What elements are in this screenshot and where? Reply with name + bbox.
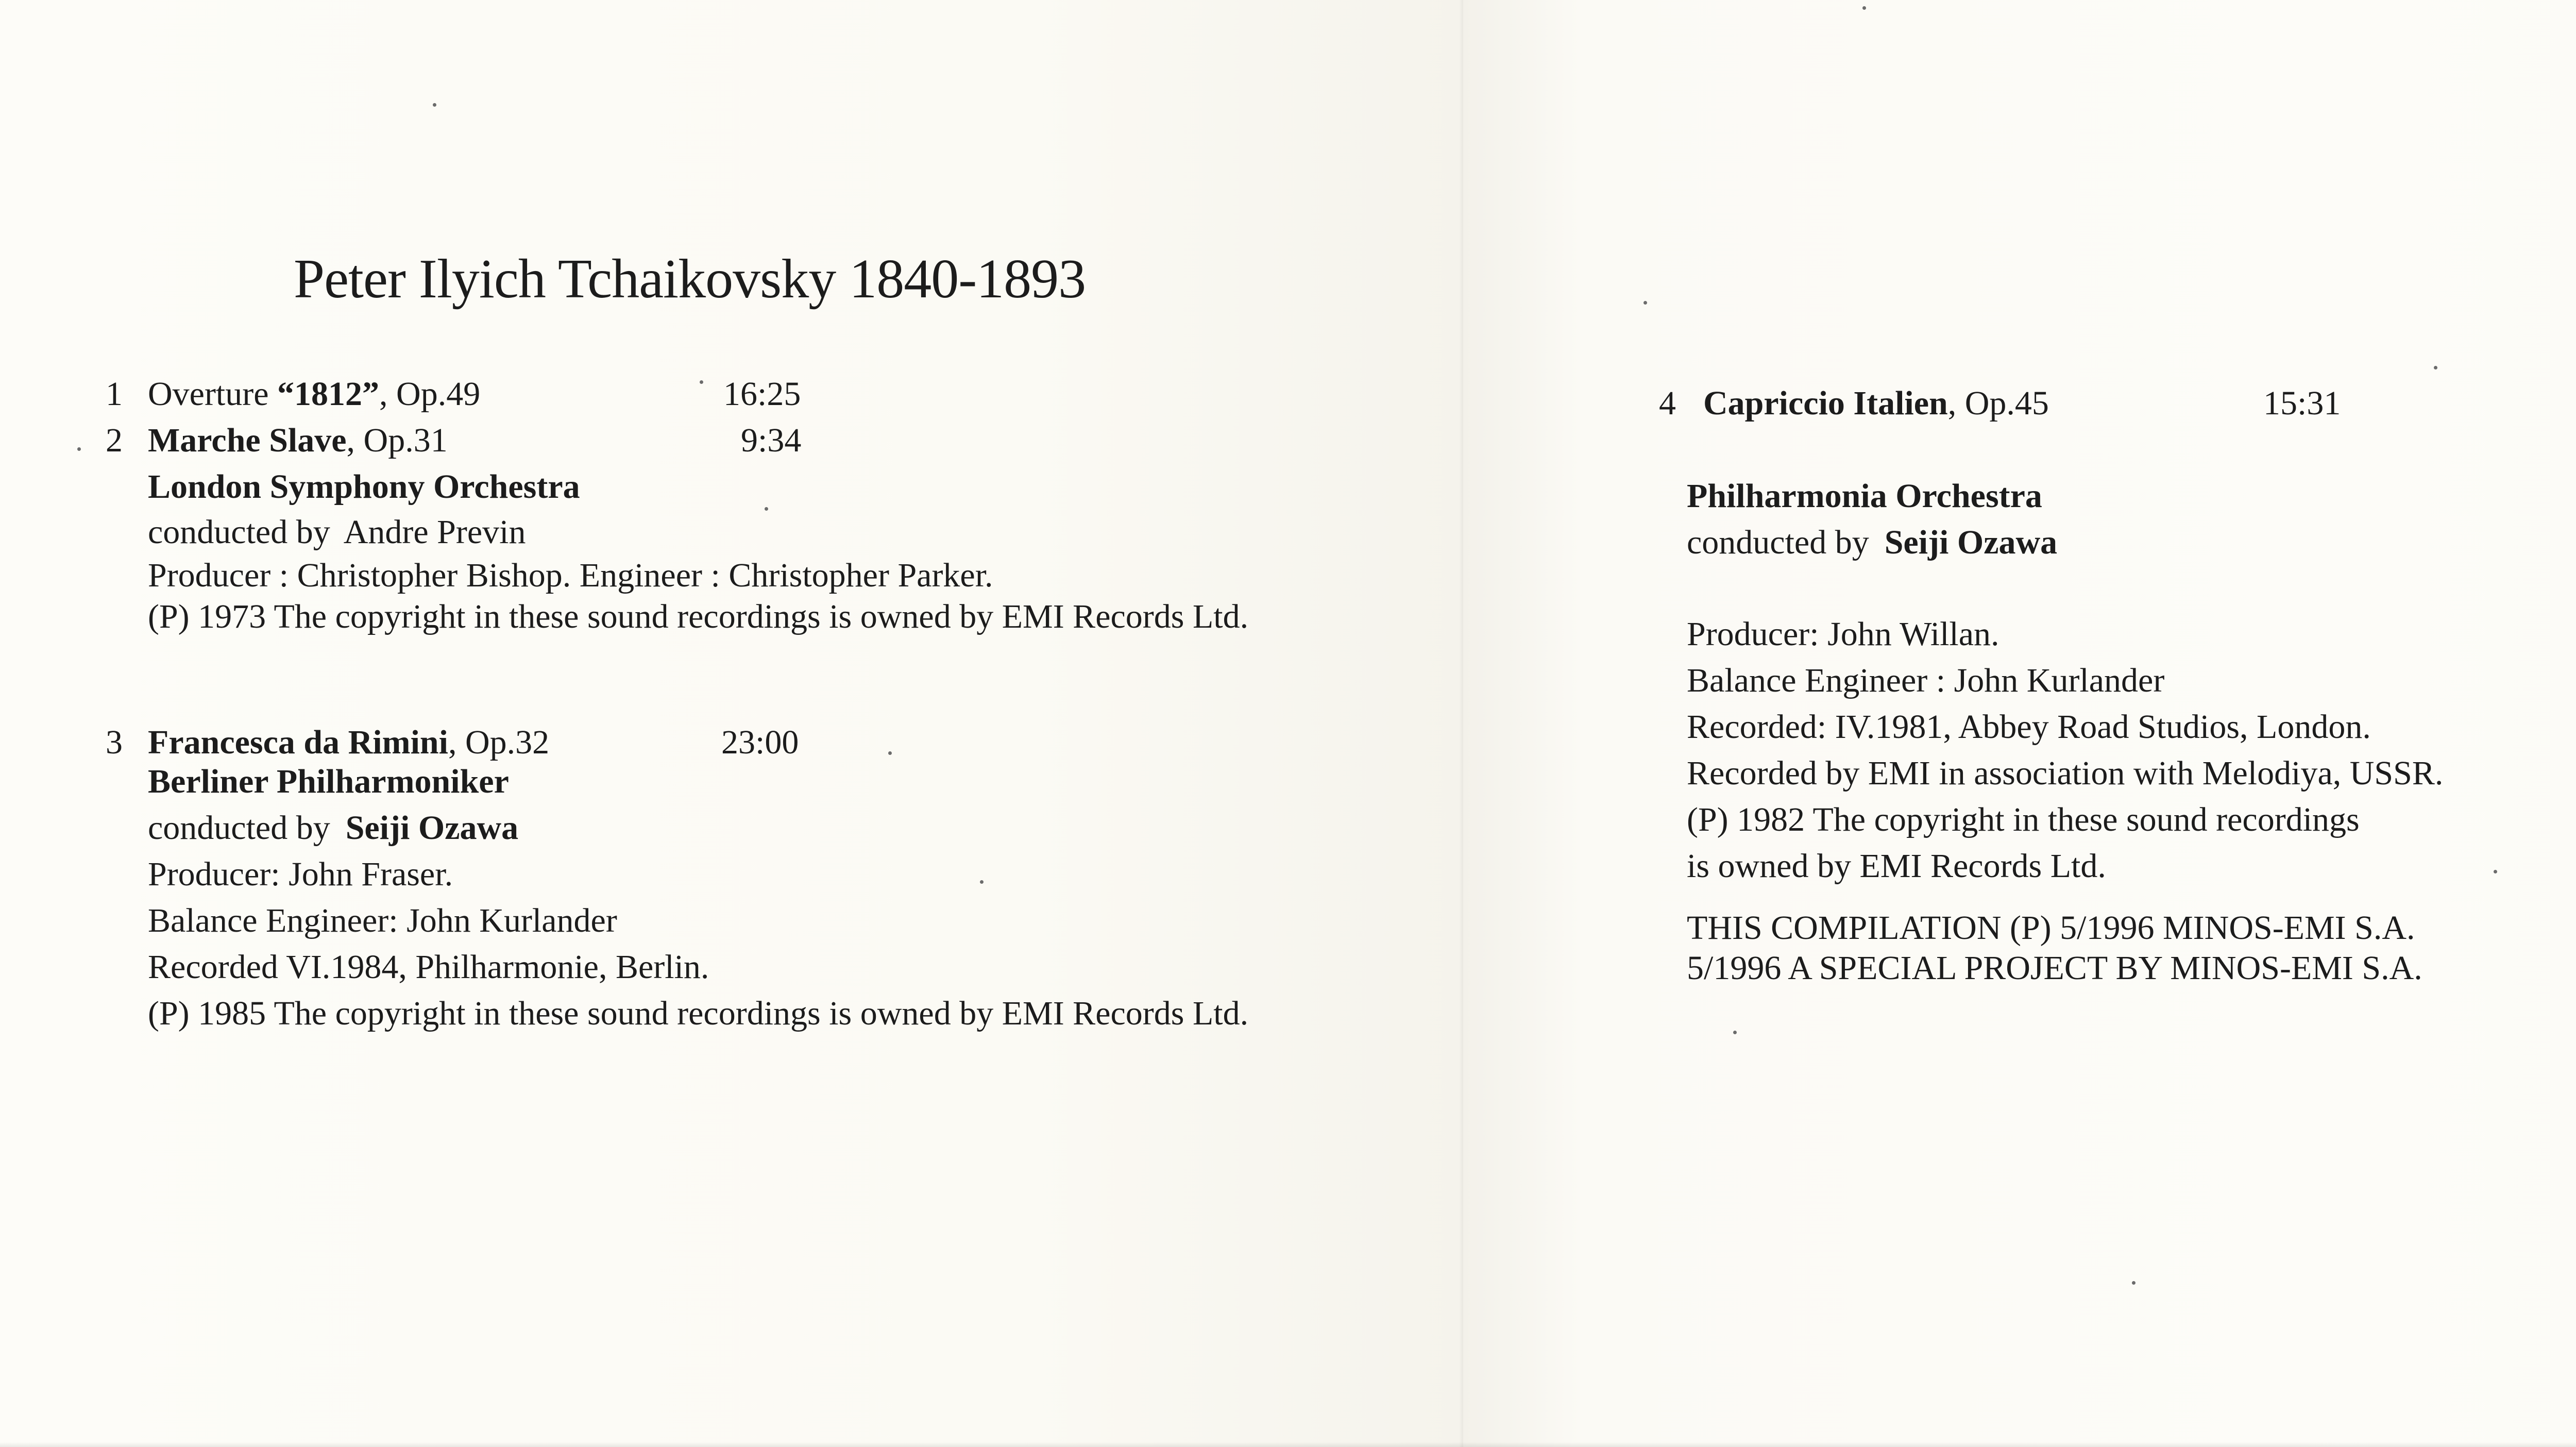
- track-title-3-bold: Francesca da Rimini: [148, 724, 448, 761]
- dust-speck: [2494, 870, 2497, 873]
- orchestra-name-2: Berliner Philharmoniker: [148, 763, 509, 800]
- copyright-line-4a: (P) 1982 The copyright in these sound recordings: [1687, 801, 2360, 838]
- dust-speck: [888, 751, 892, 755]
- dust-speck: [2434, 366, 2437, 369]
- recorded-line-4: Recorded: IV.1981, Abbey Road Studios, London.: [1687, 708, 2371, 746]
- dust-speck: [2132, 1281, 2136, 1285]
- conductor-name-1: Andre Previn: [343, 513, 526, 551]
- track-title-2-bold: Marche Slave: [148, 422, 347, 459]
- recorded-line-2: Recorded VI.1984, Philharmonie, Berlin.: [148, 948, 709, 986]
- track-number-3: 3: [106, 724, 123, 761]
- dust-speck: [700, 380, 703, 384]
- track-title-1: [148, 377, 480, 411]
- track-duration-3: 23:00: [721, 724, 799, 761]
- right-page: [1463, 0, 2576, 1447]
- engineer-line-4: Balance Engineer : John Kurlander: [1687, 662, 2165, 699]
- copyright-line-1: (P) 1973 The copyright in these sound recordings is owned by EMI Records Ltd.: [148, 598, 1249, 635]
- compilation-line-1: THIS COMPILATION (P) 5/1996 MINOS-EMI S.A.: [1687, 909, 2415, 947]
- engineer-line-2: Balance Engineer: John Kurlander: [148, 902, 617, 939]
- association-line-4: Recorded by EMI in association with Melodiya, USSR.: [1687, 754, 2444, 792]
- track-number-1: 1: [106, 375, 123, 413]
- dust-speck: [1862, 6, 1866, 10]
- dust-speck: [77, 447, 81, 451]
- track-title-1-prefix: Overture: [148, 375, 278, 413]
- conductor-label-4: conducted by: [1687, 524, 1869, 561]
- track-duration-1: 16:25: [723, 375, 801, 413]
- producer-line-1: Producer : Christopher Bishop. Engineer : Christopher Parker.: [148, 557, 993, 594]
- dust-speck: [433, 103, 436, 107]
- dust-speck: [1643, 301, 1647, 305]
- dust-speck: [765, 507, 768, 511]
- track-title-4-suffix: , Op.45: [1947, 384, 2049, 422]
- conductor-line-1: [148, 515, 526, 549]
- conductor-label-2: conducted by: [148, 809, 330, 847]
- orchestra-name-4: Philharmonia Orchestra: [1687, 477, 2042, 515]
- conductor-name-2: Seiji Ozawa: [345, 809, 519, 847]
- track-title-4-bold: Capriccio Italien: [1703, 384, 1948, 422]
- producer-line-4: Producer: John Willan.: [1687, 615, 1999, 653]
- track-title-3-suffix: , Op.32: [448, 724, 550, 761]
- track-title-4: [1703, 386, 2049, 420]
- track-title-3: [148, 726, 549, 760]
- copyright-line-2: (P) 1985 The copyright in these sound recordings is owned by EMI Records Ltd.: [148, 995, 1249, 1032]
- track-number-2: 2: [106, 422, 123, 459]
- track-title-1-suffix: , Op.49: [379, 375, 481, 413]
- producer-line-2: Producer: John Fraser.: [148, 855, 453, 893]
- track-title-1-bold: “1812”: [277, 375, 380, 413]
- composer-title: Peter Ilyich Tchaikovsky 1840-1893: [294, 248, 1086, 310]
- compilation-line-2: 5/1996 A SPECIAL PROJECT BY MINOS-EMI S.A.: [1687, 949, 2422, 987]
- scan-bottom-shadow: [0, 1442, 2576, 1447]
- track-title-2: [148, 424, 448, 458]
- track-title-2-suffix: , Op.31: [346, 422, 448, 459]
- track-duration-4: 15:31: [2263, 384, 2341, 422]
- copyright-line-4b: is owned by EMI Records Ltd.: [1687, 847, 2106, 885]
- conductor-line-2: [148, 811, 518, 845]
- conductor-label-1: conducted by: [148, 513, 330, 551]
- dust-speck: [1733, 1031, 1737, 1034]
- track-number-4: 4: [1659, 384, 1676, 422]
- dust-speck: [980, 880, 984, 884]
- conductor-name-4: Seiji Ozawa: [1884, 524, 2058, 561]
- track-duration-2: 9:34: [741, 422, 802, 459]
- conductor-line-4: [1687, 526, 2057, 560]
- orchestra-name-1: London Symphony Orchestra: [148, 468, 580, 506]
